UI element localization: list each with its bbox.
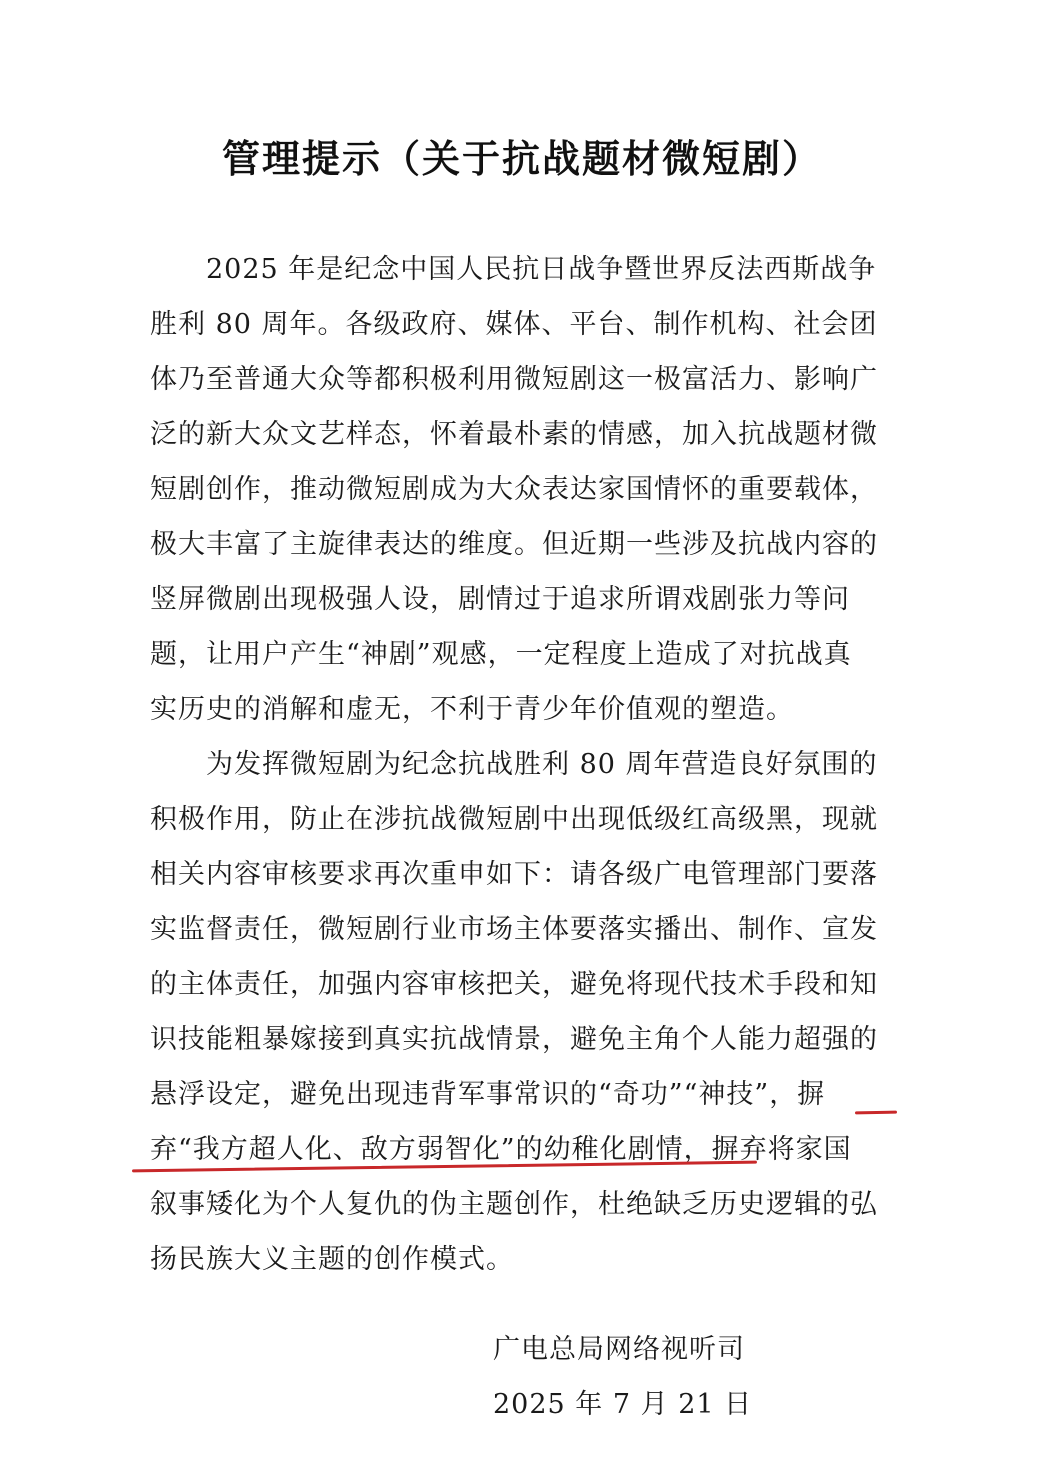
paragraph2-line: 扬民族大义主题的创作模式。: [150, 1244, 514, 1275]
paragraph2-line: 相关内容审核要求再次重申如下：请各级广电管理部门要落: [150, 859, 878, 890]
paragraph1-line: 题，让用户产生“神剧”观感，一定程度上造成了对抗战真: [150, 639, 852, 670]
paragraph2-line: 弃“我方超人化、敌方弱智化”的幼稚化剧情，摒弃将家国: [150, 1134, 852, 1165]
document-title: 管理提示（关于抗战题材微短剧）: [221, 137, 822, 181]
signature-date: 2025 年 7 月 21 日: [493, 1389, 753, 1420]
paragraph1-line: 极大丰富了主旋律表达的维度。但近期一些涉及抗战内容的: [150, 529, 878, 560]
signature-organization: 广电总局网络视听司: [493, 1334, 745, 1365]
paragraph1-line: 竖屏微剧出现极强人设，剧情过于追求所谓戏剧张力等问: [150, 584, 850, 615]
paragraph2-line: 叙事矮化为个人复仇的伪主题创作，杜绝缺乏历史逻辑的弘: [150, 1189, 878, 1220]
paragraph1-line: 胜利 80 周年。各级政府、媒体、平台、制作机构、社会团: [150, 309, 878, 340]
paragraph2-line: 为发挥微短剧为纪念抗战胜利 80 周年营造良好氛围的: [206, 749, 878, 780]
paragraph1-line: 2025 年是纪念中国人民抗日战争暨世界反法西斯战争: [206, 254, 877, 285]
paragraph1-line: 短剧创作，推动微短剧成为大众表达家国情怀的重要载体，: [150, 474, 878, 505]
paragraph2-line: 积极作用，防止在涉抗战微短剧中出现低级红高级黑，现就: [150, 804, 878, 835]
red-underline-mark: [855, 1111, 897, 1115]
paragraph2-line: 实监督责任，微短剧行业市场主体要落实播出、制作、宣发: [150, 914, 878, 945]
paragraph2-line: 识技能粗暴嫁接到真实抗战情景，避免主角个人能力超强的: [150, 1024, 878, 1055]
paragraph1-line: 泛的新大众文艺样态，怀着最朴素的情感，加入抗战题材微: [150, 419, 878, 450]
paragraph1-line: 实历史的消解和虚无，不利于青少年价值观的塑造。: [150, 694, 794, 725]
paragraph1-line: 体乃至普通大众等都积极利用微短剧这一极富活力、影响广: [150, 364, 878, 395]
paragraph2-line: 悬浮设定，避免出现违背军事常识的“奇功”“神技”，摒: [150, 1079, 826, 1110]
paragraph2-line: 的主体责任，加强内容审核把关，避免将现代技术手段和知: [150, 969, 878, 1000]
